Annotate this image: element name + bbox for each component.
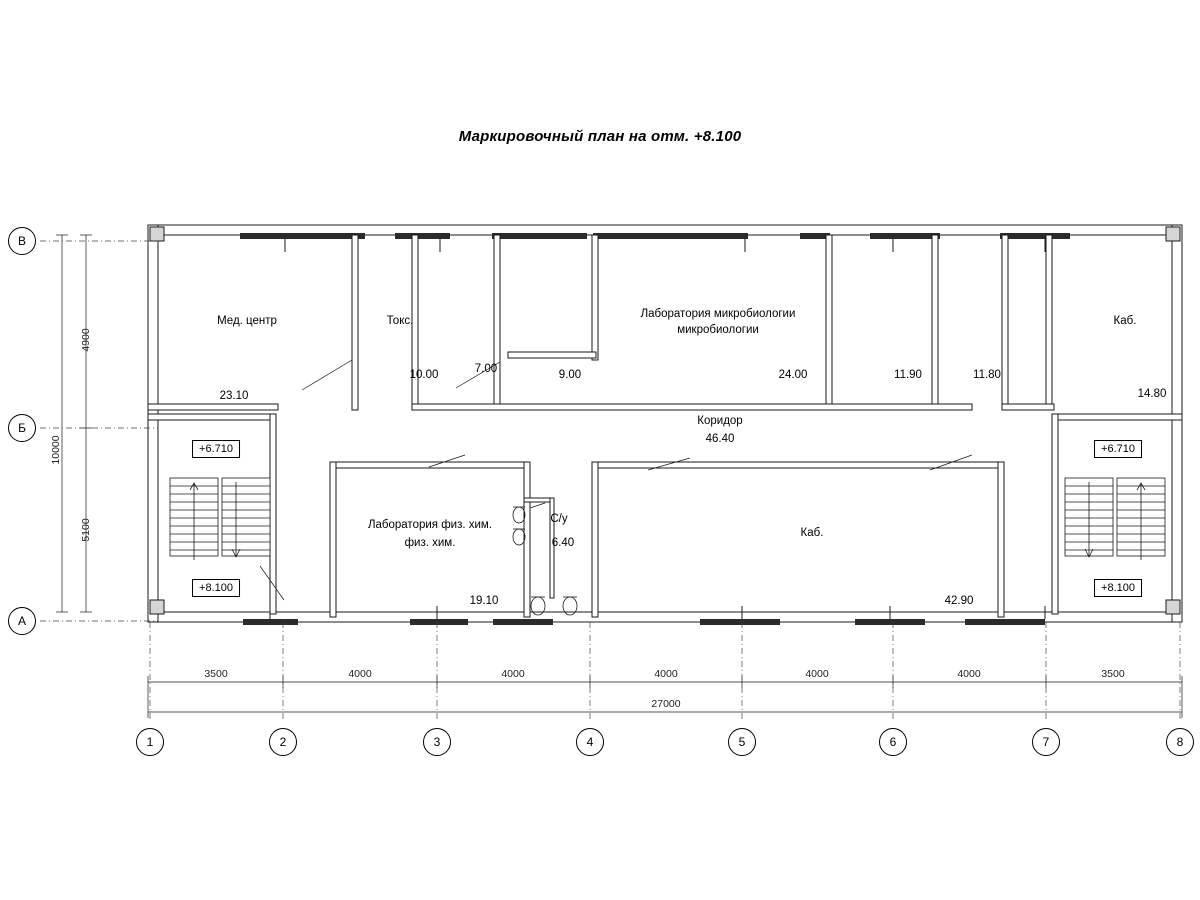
room-name: Коридор <box>697 415 743 427</box>
axis-marker-1[interactable]: 1 <box>136 728 164 756</box>
dimension-value: 4000 <box>501 668 525 680</box>
room-name: С/у <box>550 513 568 525</box>
room-area: 14.80 <box>1137 388 1167 400</box>
page-title: Маркировочный план на отм. +8.100 <box>458 128 742 145</box>
dimension-value: 4000 <box>348 668 372 680</box>
dimension-value: 3500 <box>1101 668 1125 680</box>
axis-marker-a[interactable]: А <box>8 607 36 635</box>
room-name: Мед. центр <box>217 315 277 327</box>
axis-marker-b[interactable]: Б <box>8 414 36 442</box>
axis-marker-6[interactable]: 6 <box>879 728 907 756</box>
room-area: 9.00 <box>558 369 582 381</box>
room-area: 46.40 <box>705 433 735 445</box>
room-area: 19.10 <box>469 595 499 607</box>
room-name: Лаборатория физ. хим. <box>367 519 493 531</box>
room-name: Каб. <box>1113 315 1137 327</box>
room-name-line2: физ. хим. <box>404 537 456 549</box>
axis-marker-5[interactable]: 5 <box>728 728 756 756</box>
elevation-mark: +8.100 <box>1094 579 1142 597</box>
room-area: 23.10 <box>219 390 249 402</box>
elevation-mark: +8.100 <box>192 579 240 597</box>
elevation-mark: +6.710 <box>192 440 240 458</box>
dimension-value: 4000 <box>805 668 829 680</box>
room-name-line2: микробиологии <box>677 324 759 336</box>
axis-marker-7[interactable]: 7 <box>1032 728 1060 756</box>
axis-marker-v[interactable]: В <box>8 227 36 255</box>
axis-marker-8[interactable]: 8 <box>1166 728 1194 756</box>
elevation-mark: +6.710 <box>1094 440 1142 458</box>
dimension-value: 4000 <box>957 668 981 680</box>
room-area: 24.00 <box>778 369 808 381</box>
axis-marker-3[interactable]: 3 <box>423 728 451 756</box>
axis-marker-2[interactable]: 2 <box>269 728 297 756</box>
room-name: Каб. <box>800 527 824 539</box>
room-name: Лаборатория микробиологии <box>640 308 796 320</box>
room-area: 10.00 <box>409 369 439 381</box>
dimension-value: 3500 <box>204 668 228 680</box>
dimension-value-vertical: 4900 <box>80 328 92 352</box>
room-area: 11.90 <box>894 369 922 381</box>
room-area: 7.00 <box>474 363 498 375</box>
dimension-value: 4000 <box>654 668 678 680</box>
dimension-value-vertical: 5100 <box>80 518 92 542</box>
room-name: Токс. <box>386 315 414 327</box>
room-area: 11.80 <box>973 369 1001 381</box>
dimension-total: 27000 <box>651 698 681 710</box>
room-area: 6.40 <box>551 537 575 549</box>
dimension-total-vertical: 10000 <box>50 435 62 465</box>
axis-marker-4[interactable]: 4 <box>576 728 604 756</box>
room-area: 42.90 <box>944 595 974 607</box>
